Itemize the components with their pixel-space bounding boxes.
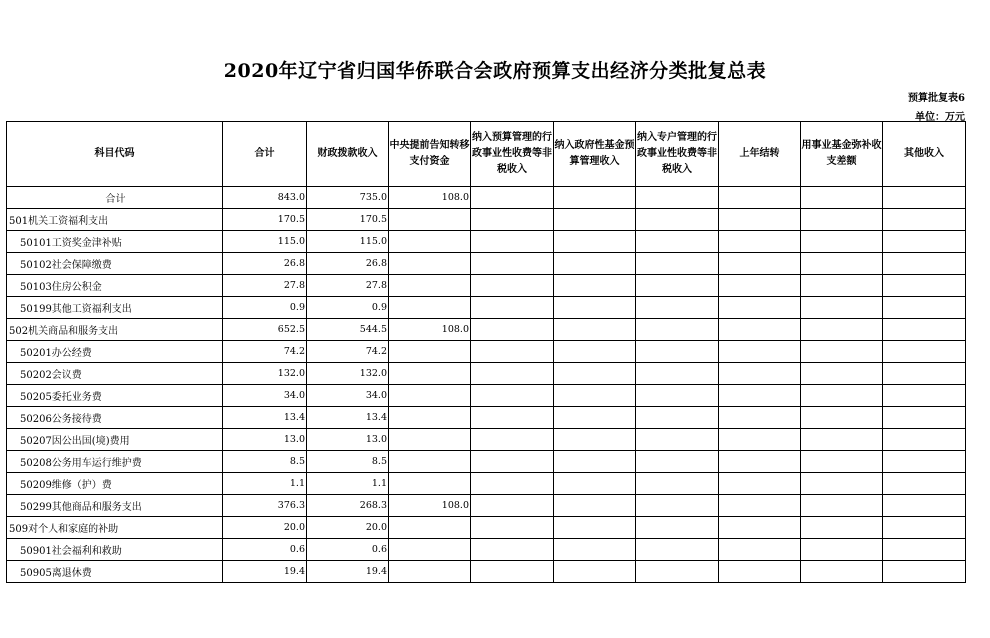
- row-value: [801, 187, 883, 209]
- table-row: [7, 253, 966, 275]
- row-value: 268.3: [307, 495, 389, 517]
- row-value: [801, 341, 883, 363]
- row-value: [636, 451, 719, 473]
- row-value: [719, 561, 801, 583]
- row-value: [719, 451, 801, 473]
- row-value: 115.0: [307, 231, 389, 253]
- row-subject: 502机关商品和服务支出: [7, 319, 223, 341]
- row-value: 26.8: [223, 253, 307, 275]
- row-subject: 50101工资奖金津补贴: [7, 231, 223, 253]
- row-value: 108.0: [389, 319, 471, 341]
- row-value: [389, 297, 471, 319]
- row-subject: 50205委托业务费: [7, 385, 223, 407]
- header-budget-nontax: 纳入预算管理的行政事业性收费等非税收入: [471, 122, 554, 187]
- row-value: [554, 275, 636, 297]
- row-value: [554, 363, 636, 385]
- row-value: 27.8: [307, 275, 389, 297]
- row-value: [719, 319, 801, 341]
- row-value: [636, 187, 719, 209]
- row-value: 376.3: [223, 495, 307, 517]
- row-value: 108.0: [389, 495, 471, 517]
- row-value: [636, 231, 719, 253]
- header-government-fund: 纳入政府性基金预算管理收入: [554, 122, 636, 187]
- row-subject: 50299其他商品和服务支出: [7, 495, 223, 517]
- row-value: [389, 539, 471, 561]
- row-value: 27.8: [223, 275, 307, 297]
- row-value: [554, 253, 636, 275]
- row-value: [636, 341, 719, 363]
- report-title: 2020年辽宁省归国华侨联合会政府预算支出经济分类批复总表: [223, 60, 767, 82]
- row-value: [554, 341, 636, 363]
- row-subject: 50206公务接待费: [7, 407, 223, 429]
- row-value: [801, 231, 883, 253]
- table-row: [7, 319, 966, 341]
- row-value: [471, 341, 554, 363]
- row-value: [471, 297, 554, 319]
- row-value: [883, 187, 966, 209]
- row-value: 170.5: [223, 209, 307, 231]
- row-value: [719, 253, 801, 275]
- row-value: [719, 429, 801, 451]
- row-value: [719, 231, 801, 253]
- row-value: 74.2: [307, 341, 389, 363]
- row-subject: 50207因公出国(境)费用: [7, 429, 223, 451]
- row-value: [883, 275, 966, 297]
- row-value: [636, 495, 719, 517]
- row-value: 132.0: [307, 363, 389, 385]
- table-row: [7, 407, 966, 429]
- row-value: [883, 517, 966, 539]
- table-row: [7, 275, 966, 297]
- row-value: [471, 495, 554, 517]
- table-row: [7, 297, 966, 319]
- row-value: [801, 275, 883, 297]
- row-value: [554, 429, 636, 451]
- row-value: 19.4: [223, 561, 307, 583]
- row-value: [883, 319, 966, 341]
- row-value: [389, 407, 471, 429]
- row-value: [389, 429, 471, 451]
- table-row: [7, 451, 966, 473]
- row-value: 1.1: [307, 473, 389, 495]
- row-value: [389, 561, 471, 583]
- row-value: [719, 341, 801, 363]
- row-value: [719, 187, 801, 209]
- row-value: [801, 385, 883, 407]
- row-value: 735.0: [307, 187, 389, 209]
- row-value: [471, 539, 554, 561]
- row-value: [471, 209, 554, 231]
- row-value: [471, 407, 554, 429]
- row-subject: 50102社会保障缴费: [7, 253, 223, 275]
- row-value: [719, 209, 801, 231]
- row-value: [389, 473, 471, 495]
- row-subject: 50208公务用车运行维护费: [7, 451, 223, 473]
- row-value: [801, 539, 883, 561]
- row-value: [636, 407, 719, 429]
- table-header: [7, 122, 966, 187]
- row-value: [719, 407, 801, 429]
- row-value: [389, 275, 471, 297]
- row-value: 1.1: [223, 473, 307, 495]
- row-value: [883, 539, 966, 561]
- row-value: [389, 385, 471, 407]
- row-value: [801, 517, 883, 539]
- row-value: [801, 253, 883, 275]
- row-value: [719, 275, 801, 297]
- row-subject: 509对个人和家庭的补助: [7, 517, 223, 539]
- header-central-transfer: 中央提前告知转移支付资金: [389, 122, 471, 187]
- header-total: 合计: [223, 122, 307, 187]
- row-value: 13.0: [223, 429, 307, 451]
- row-value: [883, 341, 966, 363]
- row-value: [719, 363, 801, 385]
- row-value: [883, 253, 966, 275]
- row-value: [554, 385, 636, 407]
- row-value: 544.5: [307, 319, 389, 341]
- header-carryover: 上年结转: [719, 122, 801, 187]
- row-subject: 合计: [7, 187, 223, 209]
- row-value: [554, 539, 636, 561]
- row-value: [801, 473, 883, 495]
- table-row: [7, 429, 966, 451]
- row-value: [554, 561, 636, 583]
- header-row: [7, 122, 966, 187]
- row-value: 13.4: [307, 407, 389, 429]
- row-value: [636, 319, 719, 341]
- table-row: [7, 187, 966, 209]
- row-subject: 50199其他工资福利支出: [7, 297, 223, 319]
- row-value: [389, 363, 471, 385]
- row-value: 115.0: [223, 231, 307, 253]
- row-value: [719, 297, 801, 319]
- row-value: [883, 451, 966, 473]
- row-value: [554, 495, 636, 517]
- row-value: [719, 473, 801, 495]
- table-row: [7, 363, 966, 385]
- row-subject: 50202会议费: [7, 363, 223, 385]
- row-value: [719, 495, 801, 517]
- row-subject: 50209维修（护）费: [7, 473, 223, 495]
- row-value: [801, 495, 883, 517]
- row-value: [471, 473, 554, 495]
- unit-label: 单位：万元: [915, 112, 965, 123]
- row-value: [471, 385, 554, 407]
- row-value: [883, 407, 966, 429]
- table-row: [7, 517, 966, 539]
- row-value: [636, 363, 719, 385]
- row-value: 13.4: [223, 407, 307, 429]
- row-value: [389, 231, 471, 253]
- row-value: [636, 473, 719, 495]
- header-subject-code: 科目代码: [7, 122, 223, 187]
- row-value: 34.0: [307, 385, 389, 407]
- row-value: [801, 297, 883, 319]
- row-value: [636, 429, 719, 451]
- row-value: [801, 429, 883, 451]
- row-value: [471, 429, 554, 451]
- row-value: 8.5: [307, 451, 389, 473]
- header-special-account-nontax: 纳入专户管理的行政事业性收费等非税收入: [636, 122, 719, 187]
- row-value: [554, 451, 636, 473]
- row-subject: 50905离退休费: [7, 561, 223, 583]
- row-value: [801, 209, 883, 231]
- row-value: 652.5: [223, 319, 307, 341]
- table-row: [7, 495, 966, 517]
- row-subject: 50201办公经费: [7, 341, 223, 363]
- budget-table: [6, 121, 966, 583]
- row-value: 34.0: [223, 385, 307, 407]
- row-value: [719, 539, 801, 561]
- row-value: [554, 319, 636, 341]
- row-value: 20.0: [307, 517, 389, 539]
- row-value: 74.2: [223, 341, 307, 363]
- row-subject: 50901社会福利和救助: [7, 539, 223, 561]
- row-value: [801, 561, 883, 583]
- row-value: 20.0: [223, 517, 307, 539]
- table-row: [7, 341, 966, 363]
- row-value: [801, 363, 883, 385]
- row-value: 108.0: [389, 187, 471, 209]
- row-value: [471, 451, 554, 473]
- row-value: [471, 231, 554, 253]
- row-value: [883, 473, 966, 495]
- row-value: [883, 297, 966, 319]
- row-value: 843.0: [223, 187, 307, 209]
- row-value: [636, 385, 719, 407]
- row-value: [389, 451, 471, 473]
- row-value: [636, 539, 719, 561]
- table-row: [7, 231, 966, 253]
- row-value: [389, 209, 471, 231]
- row-subject: 501机关工资福利支出: [7, 209, 223, 231]
- row-value: 19.4: [307, 561, 389, 583]
- row-value: [801, 451, 883, 473]
- header-business-fund: 用事业基金弥补收支差额: [801, 122, 883, 187]
- row-value: [554, 209, 636, 231]
- row-value: [389, 517, 471, 539]
- row-value: [389, 253, 471, 275]
- header-other-income: 其他收入: [883, 122, 966, 187]
- row-value: [719, 517, 801, 539]
- row-value: [883, 363, 966, 385]
- row-value: [883, 209, 966, 231]
- row-value: [554, 187, 636, 209]
- row-value: [554, 473, 636, 495]
- row-value: [636, 209, 719, 231]
- row-value: 13.0: [307, 429, 389, 451]
- row-value: [554, 297, 636, 319]
- table-body: [7, 187, 966, 583]
- row-value: [636, 275, 719, 297]
- row-value: [389, 341, 471, 363]
- row-value: 170.5: [307, 209, 389, 231]
- row-value: [471, 253, 554, 275]
- row-value: 0.9: [223, 297, 307, 319]
- row-value: [471, 275, 554, 297]
- row-value: [554, 517, 636, 539]
- row-value: [636, 297, 719, 319]
- row-value: [471, 319, 554, 341]
- row-value: 0.9: [307, 297, 389, 319]
- row-value: [471, 561, 554, 583]
- row-value: [554, 407, 636, 429]
- table-row: [7, 561, 966, 583]
- table-number: 预算批复表6: [908, 93, 965, 104]
- row-value: [554, 231, 636, 253]
- row-value: [801, 319, 883, 341]
- row-value: [883, 429, 966, 451]
- row-value: [883, 231, 966, 253]
- row-value: [801, 407, 883, 429]
- table-row: [7, 209, 966, 231]
- row-value: 0.6: [307, 539, 389, 561]
- row-value: [471, 363, 554, 385]
- header-fiscal-appropriation: 财政拨款收入: [307, 122, 389, 187]
- table-row: [7, 473, 966, 495]
- row-value: [883, 495, 966, 517]
- row-value: 0.6: [223, 539, 307, 561]
- table-row: [7, 385, 966, 407]
- row-value: [636, 561, 719, 583]
- row-value: [471, 517, 554, 539]
- row-subject: 50103住房公积金: [7, 275, 223, 297]
- row-value: [883, 561, 966, 583]
- row-value: [719, 385, 801, 407]
- row-value: [883, 385, 966, 407]
- row-value: 26.8: [307, 253, 389, 275]
- table-row: [7, 539, 966, 561]
- row-value: 132.0: [223, 363, 307, 385]
- row-value: 8.5: [223, 451, 307, 473]
- row-value: [636, 253, 719, 275]
- row-value: [636, 517, 719, 539]
- row-value: [471, 187, 554, 209]
